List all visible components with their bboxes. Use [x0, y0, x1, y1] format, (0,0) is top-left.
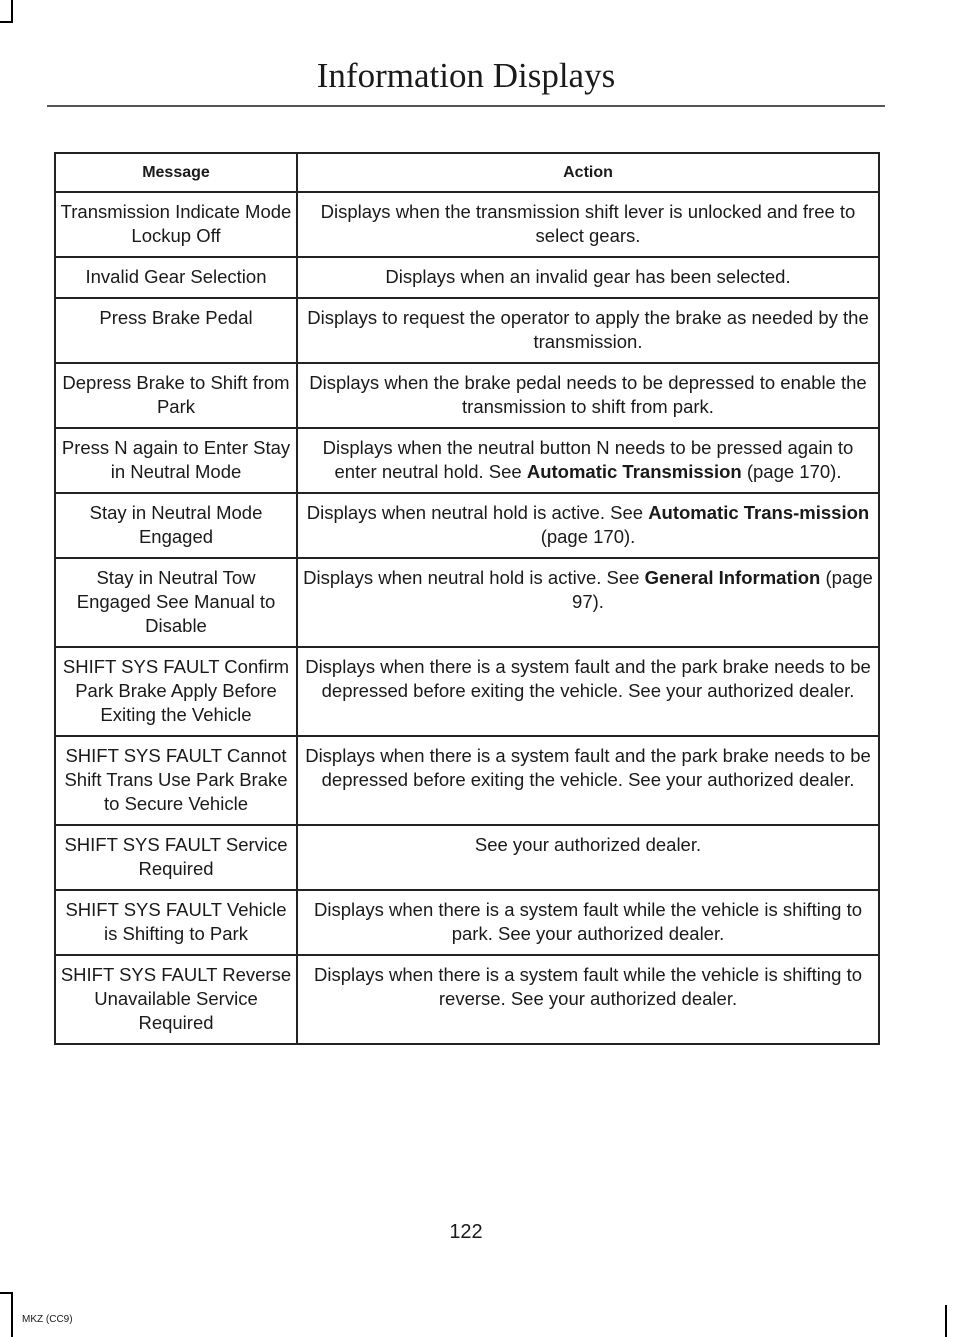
message-cell: Press N again to Enter Stay in Neutral Mode — [55, 428, 297, 493]
action-cell — [297, 257, 879, 298]
messages-table — [54, 152, 880, 1045]
title-divider — [47, 105, 885, 107]
page-reference: (page 170). — [540, 526, 636, 547]
action-cell — [297, 558, 879, 647]
action-text: Displays when the neutral button N needs to be pressed again to enter neutral hold. See — [322, 437, 854, 482]
message-cell: Transmission Indicate Mode Lockup Off — [55, 192, 297, 257]
message-cell: SHIFT SYS FAULT Confirm Park Brake Apply Before Exiting the Vehicle — [55, 647, 297, 736]
action-cell — [297, 192, 879, 257]
page-reference: (page 97). — [572, 567, 873, 612]
message-cell: SHIFT SYS FAULT Cannot Shift Trans Use Park Brake to Secure Vehicle — [55, 736, 297, 825]
action-cell — [297, 890, 879, 955]
crop-mark-bottom-right-v — [945, 1305, 947, 1337]
message-cell: Stay in Neutral Tow Engaged See Manual to Disable — [55, 558, 297, 647]
table-row — [55, 298, 879, 363]
page-title: Information Displays — [316, 56, 616, 95]
table-row — [55, 825, 879, 890]
message-cell: SHIFT SYS FAULT Service Required — [55, 825, 297, 890]
action-text: Displays when the brake pedal needs to be depressed to enable the transmission to shift from park. — [309, 372, 867, 417]
action-text: Displays when there is a system fault and the park brake needs to be depressed before exiting the vehicle. See your authorized dealer. — [305, 656, 871, 701]
action-cell — [297, 736, 879, 825]
table-row — [55, 257, 879, 298]
table-row — [55, 493, 879, 558]
page-number: 122 — [449, 1221, 483, 1243]
table-row — [55, 647, 879, 736]
message-cell: Depress Brake to Shift from Park — [55, 363, 297, 428]
action-cell — [297, 298, 879, 363]
table-row — [55, 955, 879, 1044]
crop-mark-top-left-v — [11, 0, 13, 22]
table-body — [55, 192, 879, 1044]
action-text: Displays when there is a system fault while the vehicle is shifting to park. See your authorized dealer. — [313, 899, 863, 944]
column-header-action: Action — [297, 153, 879, 192]
document-code: MKZ (CC9) — [22, 1314, 73, 1325]
message-cell: SHIFT SYS FAULT Reverse Unavailable Service Required — [55, 955, 297, 1044]
cross-reference-link[interactable]: Automatic Transmission — [526, 461, 742, 482]
message-cell: Press Brake Pedal — [55, 298, 297, 363]
action-text: Displays when there is a system fault while the vehicle is shifting to reverse. See your authorized dealer. — [313, 964, 863, 1009]
table-row — [55, 890, 879, 955]
action-cell — [297, 428, 879, 493]
table-row — [55, 736, 879, 825]
action-cell — [297, 363, 879, 428]
action-text: Displays when there is a system fault and the park brake needs to be depressed before exiting the vehicle. See your authorized dealer. — [305, 745, 871, 790]
table-row — [55, 363, 879, 428]
action-cell — [297, 493, 879, 558]
crop-mark-bottom-left-h — [0, 1292, 13, 1294]
action-cell — [297, 955, 879, 1044]
message-cell: Stay in Neutral Mode Engaged — [55, 493, 297, 558]
message-cell: Invalid Gear Selection — [55, 257, 297, 298]
table-header-row — [55, 153, 879, 192]
cross-reference-link[interactable]: General Information — [644, 567, 821, 588]
action-text: Displays when the transmission shift lever is unlocked and free to select gears. — [320, 201, 856, 246]
table-row — [55, 558, 879, 647]
action-text: Displays to request the operator to apply the brake as needed by the transmission. — [307, 307, 869, 352]
crop-mark-top-left-h — [0, 21, 13, 23]
table-row — [55, 428, 879, 493]
action-text: Displays when neutral hold is active. See — [306, 502, 649, 523]
table-row — [55, 192, 879, 257]
action-text: See your authorized dealer. — [474, 834, 702, 855]
cross-reference-link[interactable]: Automatic Trans-mission — [648, 502, 870, 523]
page-reference: (page 170). — [741, 461, 842, 482]
action-cell — [297, 647, 879, 736]
action-text: Displays when an invalid gear has been selected. — [385, 266, 791, 287]
action-cell — [297, 825, 879, 890]
crop-mark-bottom-left-v — [11, 1292, 13, 1337]
action-text: Displays when neutral hold is active. See — [303, 567, 645, 588]
message-cell: SHIFT SYS FAULT Vehicle is Shifting to Park — [55, 890, 297, 955]
column-header-message: Message — [55, 153, 297, 192]
